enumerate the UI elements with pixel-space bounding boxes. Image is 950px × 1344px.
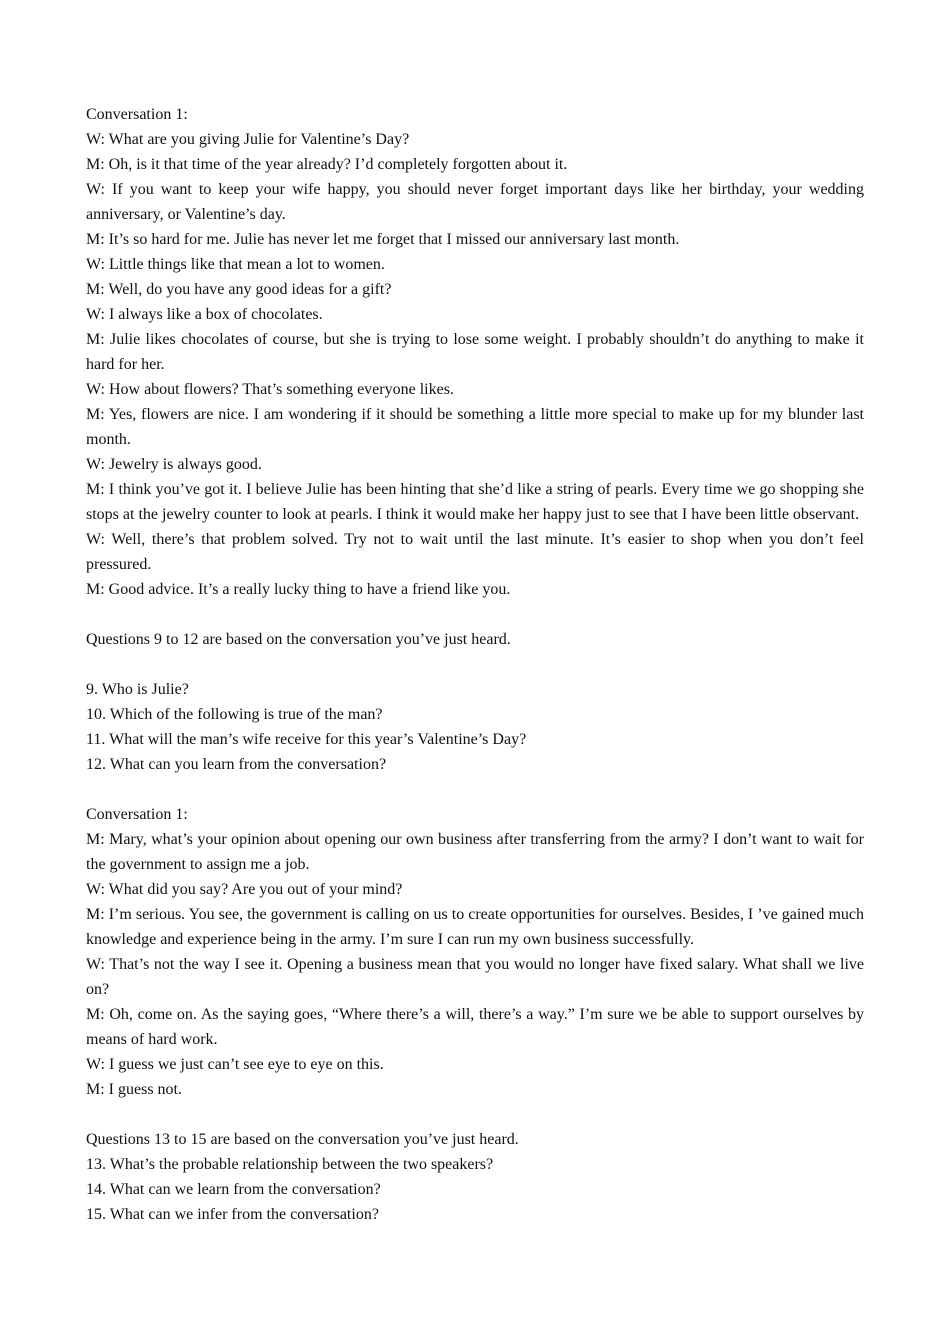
dialogue-line: W: I always like a box of chocolates.	[86, 306, 323, 323]
dialogue-line: W: What did you say? Are you out of your mind?	[86, 881, 403, 898]
document-page	[86, 102, 864, 1227]
question-item: 13. What’s the probable relationship between the two speakers?	[86, 1156, 494, 1173]
dialogue-line: W: I guess we just can’t see eye to eye on this.	[86, 1056, 384, 1073]
dialogue-line: W: That’s not the way I see it. Opening a business mean that you would no longer have fixed salary. What shall we live on?	[86, 956, 864, 998]
dialogue-line: W: If you want to keep your wife happy, you should never forget important days like her birthday, your wedding anniversary, or Valentine’s day.	[86, 181, 864, 223]
dialogue-line: M: I’m serious. You see, the government is calling on us to create opportunities for ourselves. Besides, I ’ve gained much knowledge and experience being in the army. I’m sure I can run my own business successfully.	[86, 906, 864, 948]
blank-line	[86, 1102, 864, 1127]
dialogue-line: M: Well, do you have any good ideas for a gift?	[86, 281, 392, 298]
dialogue-line: M: It’s so hard for me. Julie has never let me forget that I missed our anniversary last month.	[86, 231, 680, 248]
dialogue-line: M: Julie likes chocolates of course, but she is trying to lose some weight. I probably shouldn’t do anything to make it hard for her.	[86, 331, 864, 373]
question-item: 15. What can we infer from the conversation?	[86, 1206, 379, 1223]
blank-line	[86, 602, 864, 627]
questions-intro: Questions 13 to 15 are based on the conversation you’ve just heard.	[86, 1131, 519, 1148]
dialogue-line: M: Oh, is it that time of the year already? I’d completely forgotten about it.	[86, 156, 568, 173]
conversation-heading: Conversation 1:	[86, 106, 188, 123]
question-item: 11. What will the man’s wife receive for this year’s Valentine’s Day?	[86, 731, 527, 748]
conversation-1	[86, 102, 864, 777]
question-item: 12. What can you learn from the conversation?	[86, 756, 387, 773]
dialogue-line: W: Little things like that mean a lot to women.	[86, 256, 385, 273]
conversation-heading: Conversation 1:	[86, 806, 188, 823]
dialogue-line: M: Oh, come on. As the saying goes, “Where there’s a will, there’s a way.” I’m sure we be able to support ourselves by means of hard work.	[86, 1006, 864, 1048]
blank-line	[86, 652, 864, 677]
questions-intro: Questions 9 to 12 are based on the conversation you’ve just heard.	[86, 631, 511, 648]
question-item: 10. Which of the following is true of the man?	[86, 706, 383, 723]
dialogue-line: M: I think you’ve got it. I believe Julie has been hinting that she’d like a string of pearls. Every time we go shopping she stops at the jewelry counter to look at pearls. I think it would make her happy just to see that I have been little observant.	[86, 481, 864, 523]
question-item: 9. Who is Julie?	[86, 681, 189, 698]
conversation-2	[86, 802, 864, 1227]
question-item: 14. What can we learn from the conversation?	[86, 1181, 381, 1198]
dialogue-line: W: Well, there’s that problem solved. Try not to wait until the last minute. It’s easier to shop when you don’t feel pressured.	[86, 531, 864, 573]
dialogue-line: M: Good advice. It’s a really lucky thing to have a friend like you.	[86, 581, 511, 598]
blank-line	[86, 777, 864, 802]
dialogue-line: W: How about flowers? That’s something everyone likes.	[86, 381, 454, 398]
dialogue-line: M: Yes, flowers are nice. I am wondering if it should be something a little more special to make up for my blunder last month.	[86, 406, 864, 448]
dialogue-line: W: What are you giving Julie for Valentine’s Day?	[86, 131, 410, 148]
dialogue-line: M: I guess not.	[86, 1081, 182, 1098]
dialogue-line: M: Mary, what’s your opinion about opening our own business after transferring from the army? I don’t want to wait for the government to assign me a job.	[86, 831, 864, 873]
dialogue-line: W: Jewelry is always good.	[86, 456, 262, 473]
